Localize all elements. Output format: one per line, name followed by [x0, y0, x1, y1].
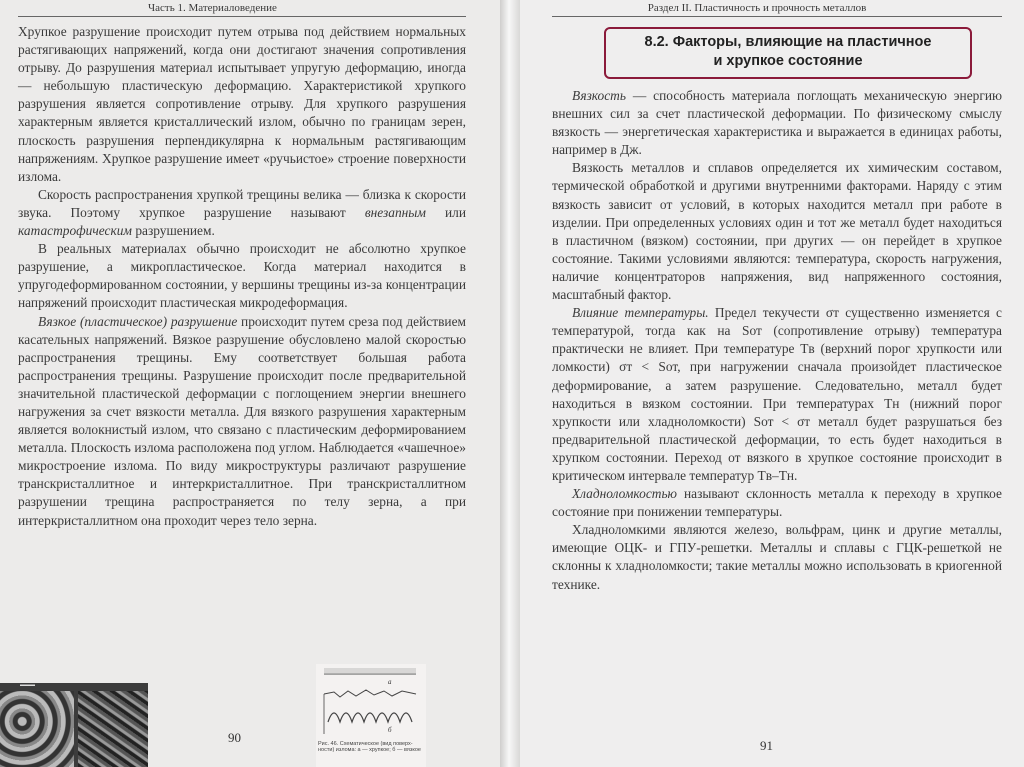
paragraph-cold-brittle-metals: Хладноломкими являются железо, вольфрам, цинк и другие металлы, имеющие ОЦК- и ГПУ-решетки. Металлы и сплавы с ГЦК-решеткой не склонны к хладноломкости; такие металлы можно использовать в криогенной технике.	[552, 522, 1002, 592]
paragraph-toughness: Вязкость — способность материала поглощать механическую энергию внешних сил за счет пластической деформации. По физическому смыслу вязкость — энергетическая характеристика и выражается в единицах работы, например в Дж.	[552, 88, 1002, 158]
paragraph-toughness-factors: Вязкость металлов и сплавов определяется их химическим составом, термической обработкой и другими внутренними факторами. Наряду с этим вязкость зависит от условий, в которых находится металл при работе в изделии. При определенных условиях один и тот же металл будет находиться в пластичном (вязком) состоянии, при других — он перейдет в хрупкое состояние. Такими условиями являются: температура, скорость нагружения, наличие концентраторов напряжения, вид напряженного состояния, масштабный фактор.	[552, 160, 1002, 303]
paragraph-temperature: Влияние температуры. Предел текучести σт существенно изменяется с температурой, тогда как на Sот (сопротивление отрыву) температура практически не влияет. При температуре Tв (верхний порог хрупкости или ломкости) σт < Sот, при нагружении сначала произойдет пластическое деформирование, а затем разрушение. Следовательно, металл будет находиться в вязком состоянии. При температурах Tн (нижний порог хрупкости или хладноломкости) Sот < σт металл будет разрушаться без предварительной пластической деформации, то есть будет находиться в хрупком состоянии. Переход от вязкого в хрупкое состояние происходит в критическом интервале температур Tв–Tн.	[552, 305, 1002, 483]
running-head-right: Раздел II. Пластичность и прочность металлов	[552, 0, 1002, 17]
paragraph-crack-speed: Скорость распространения хрупкой трещины велика — близка к скорости звука. Поэтому хрупкое разрушение называют внезапным или катастрофическим разрушением.	[18, 186, 466, 239]
right-page	[520, 0, 1024, 767]
paragraph-microplastic: В реальных материалах обычно происходит не абсолютно хрупкое разрушение, а микропластическое. Когда материал находится в упругодеформированном состоянии, у вершины трещины из-за концентрации напряжений происходит пластическая микродеформация.	[18, 241, 466, 311]
figure-label-a: a	[388, 678, 392, 686]
left-page	[0, 0, 500, 767]
paragraph-brittle-fracture: Хрупкое разрушение происходит путем отрыва под действием нормальных растягивающих напряжений, когда они достигают значения сопротивления отрыву. До разрушения материал испытывает упругую деформацию, иногда — небольшую пластическую деформацию. Характеристикой хрупкого разрушения является сопротивление отрыву. Для хрупкого разрушения характерным является кристаллический излом, обычно по границам зерен, плоскость разрушения перпендикулярна к нормальным растягивающим напряжениям. Хрупкое разрушение имеет «ручьистое» строение поверхности излома.	[18, 24, 466, 184]
paragraph-cold-brittleness: Хладноломкостью называют склонность металла к переходу в хрупкое состояние при понижении температуры.	[552, 486, 1002, 520]
figure-caption: Рис. 46. Схематическое (вид поверх-ности) излома: а — хрупкое; б — вязкое	[318, 741, 421, 753]
page-number-right: 91	[760, 738, 773, 753]
paragraph-ductile-fracture: Вязкое (пластическое) разрушение происходит путем среза под действием касательных напряжений. Вязкое разрушение обусловлено малой скоростью распространения трещины. Ему соответствует большая работа распространения трещины. Разрушение происходит после предварительной значительной пластической деформации с поглощением энергии внешнего нагружения за счет вязкости металла. Для вязкого разрушения характерным является волокнистый излом, что связано с пластическим деформированием металла. Плоскость излома расположена под углом. Наблюдается «чашечное» микростроение излома. По виду микроструктуры различают разрушение транскристаллитное и интеркристаллитное. При транскристаллитном разрушении трещина распространяется по телу зерна, а при интеркристаллитном она проходит через тело зерна.	[18, 313, 466, 528]
fracture-profile-diagram	[316, 664, 426, 740]
fracture-photos	[0, 683, 148, 767]
fracture-figure	[316, 664, 426, 767]
page-number-left: 90	[228, 730, 241, 745]
book-gutter	[500, 0, 520, 767]
ductile-fracture-photo	[78, 691, 148, 767]
running-head-left: Часть 1. Материаловедение	[18, 0, 466, 17]
section-title-line-1: 8.2. Факторы, влияющие на пластичное	[644, 34, 932, 50]
figure-label-b: б	[388, 726, 392, 734]
brittle-fracture-photo	[0, 691, 74, 767]
section-heading-box	[604, 27, 972, 79]
section-title-line-2: и хрупкое состояние	[713, 53, 863, 69]
photo-caption-mark: ▬▬▬	[20, 683, 35, 688]
